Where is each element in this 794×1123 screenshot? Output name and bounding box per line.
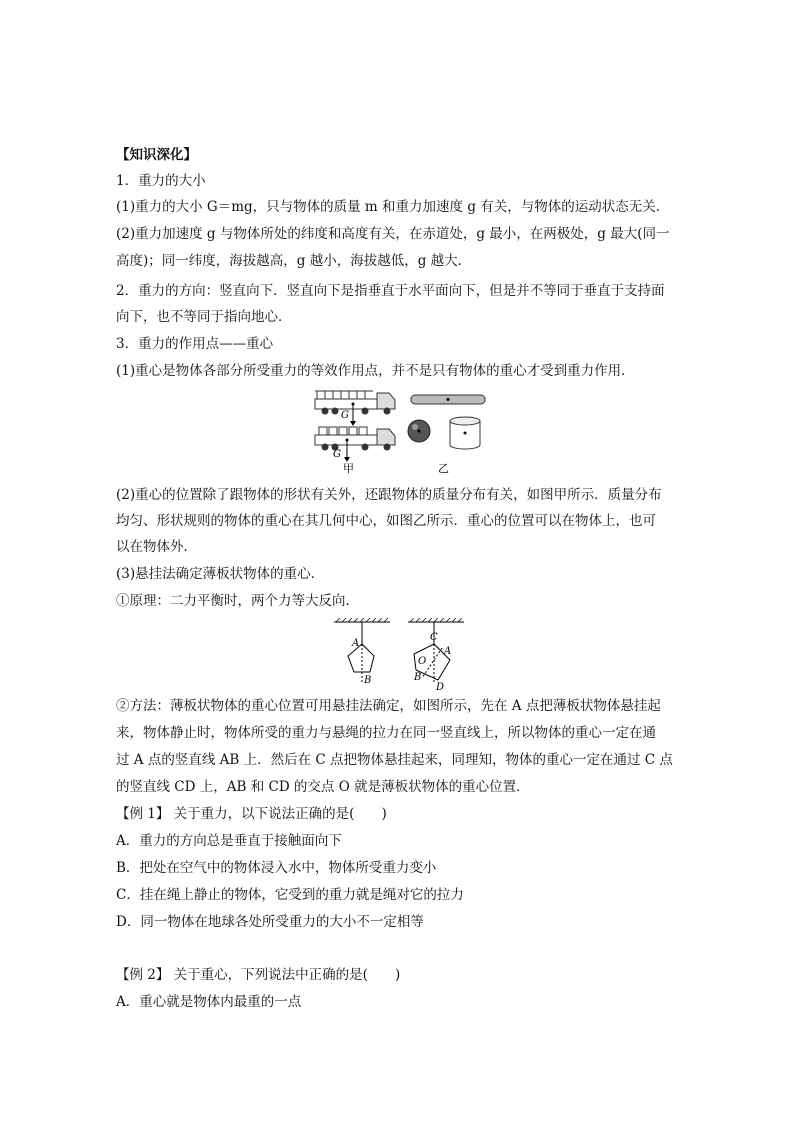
- suspension-method-figure: [330, 616, 470, 692]
- text-line: (1)重心是物体各部分所受重力的等效作用点，并不是只有物体的重心才受到重力作用．: [116, 363, 635, 379]
- point-label: A: [444, 646, 452, 657]
- point-label: A: [352, 638, 360, 649]
- option-b: B．把处在空气中的物体浸入水中，物体所受重力变小: [116, 860, 437, 876]
- text-line: 来，物体静止时，物体所受的重力与悬绳的拉力在同一竖直线上，所以物体的重心一定在通: [116, 725, 656, 741]
- gravity-label: G: [333, 449, 341, 460]
- section-heading: 【知识深化】: [116, 147, 197, 163]
- text-line: 均匀、形状规则的物体的重心在其几何中心，如图乙所示．重心的位置可以在物体上，也可: [116, 513, 656, 529]
- text-line: (2)重心的位置除了跟物体的形状有关外，还跟物体的质量分布有关，如图甲所示．质量分布: [116, 487, 662, 503]
- option-c: C．挂在绳上静止的物体，它受到的重力就是绳对它的拉力: [116, 887, 464, 903]
- text-line: 2．重力的方向：竖直向下．竖直向下是指垂直于水平面向下，但是并不等同于垂直于支持面: [116, 283, 665, 299]
- text-line: 向下，也不等同于指向地心．: [116, 309, 292, 325]
- text-line: 过 A 点的竖直线 AB 上．然后在 C 点把物体悬挂起来，同理知，物体的重心一定在通过 C 点: [116, 752, 673, 768]
- text-line: (3)悬挂法确定薄板状物体的重心．: [116, 566, 325, 582]
- center-dot: [447, 398, 450, 401]
- example-heading: 【例 2】 关于重心，下列说法中正确的是( ): [116, 967, 401, 983]
- text-line: 以在物体外．: [116, 539, 197, 555]
- option-d: D．同一物体在地球各处所受重力的大小不一定相等: [116, 914, 424, 930]
- point-label: B: [414, 672, 422, 683]
- text-line: ②方法：薄板状物体的重心位置可用悬挂法确定，如图所示，先在 A 点把薄板状物体悬挂起: [116, 698, 661, 714]
- text-line: 1．重力的大小: [116, 173, 206, 189]
- center-of-gravity-figure: [305, 385, 495, 477]
- truck-icon: [315, 427, 395, 462]
- point-label: B: [364, 675, 372, 686]
- truck-icon: [315, 391, 395, 426]
- point-label: D: [436, 682, 445, 692]
- point-label: C: [430, 632, 438, 643]
- gravity-label: G: [341, 410, 349, 421]
- figure-label-yi: 乙: [438, 462, 449, 475]
- option-a: A．重心就是物体内最重的一点: [116, 994, 302, 1010]
- text-line: 高度)；同一纬度，海拔越高，g 越小，海拔越低，g 越大．: [116, 253, 472, 269]
- cylinder-shape: [450, 417, 480, 449]
- figure-label-jia: 甲: [343, 462, 354, 475]
- text-line: (1)重力的大小 G＝mg，只与物体的质量 m 和重力加速度 g 有关，与物体的运动状态无关．: [116, 199, 670, 215]
- point-label: O: [418, 656, 427, 667]
- text-line: (2)重力加速度 g 与物体所处的纬度和高度有关，在赤道处，g 最小，在两极处，g 最大(同一: [116, 226, 670, 242]
- text-line: 的竖直线 CD 上，AB 和 CD 的交点 O 就是薄板状物体的重心位置．: [116, 779, 530, 795]
- text-line: 3．重力的作用点——重心: [116, 336, 274, 352]
- option-a: A．重力的方向总是垂直于接触面向下: [116, 833, 342, 849]
- text-line: ①原理：二力平衡时，两个力等大反向．: [116, 593, 359, 609]
- example-heading: 【例 1】 关于重力，以下说法正确的是( ): [116, 806, 387, 822]
